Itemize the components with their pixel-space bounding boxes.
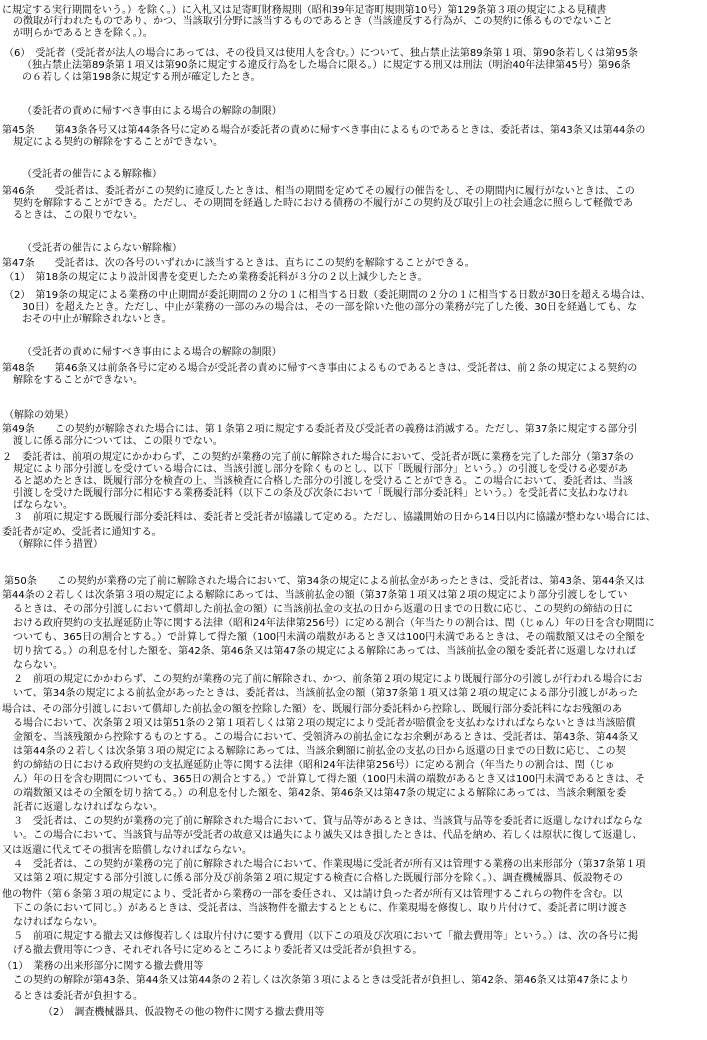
text-line: 金額を、当該残額から控除するものとする。この場合において、受領済みの前払金になお余剰があるときは、受託者は、第43条、第44条又 — [13, 732, 639, 743]
text-line: （独占禁止法第89条第１項又は第90条に規定する違反行為をした場合に限る。）に規定する刑又は刑法（明治40年法律第45号）第96条 — [22, 60, 631, 71]
text-line: 又は返還に代えてその損害を賠償しなければならない。 — [2, 845, 252, 856]
text-line: ４ 受託者は、この契約が業務の完了前に解除された場合において、作業現場に受託者が所有又は管理する業務の出来形部分（第37条第１項 — [13, 859, 646, 870]
text-line: おその中止が解除されないとき。 — [22, 314, 172, 325]
text-line: （委託者の責めに帰すべき事由による場合の解除の制限） — [22, 106, 282, 117]
text-line: 場合は、その部分引渡しにおいて償却した前払金の額を控除した額）を、既履行部分委託料から控除し、既履行部分委託料になお残額のあ — [2, 704, 622, 715]
text-line: ５ 前項に規定する撤去又は修復若しくは取片付けに要する費用（以下この項及び次項において「撤去費用等」という。）は、次の各号に掲 — [13, 931, 638, 942]
text-line: いて、第34条の規定による前払金があったときは、委託者は、当該前払金の額（第37条第１項又は第２項の規定による部分引渡しがあった — [13, 688, 639, 699]
text-line: 第46条 受託者は、委託者がこの契約に違反したときは、相当の期間を定めてその履行の催告をし、その期間内に履行がないときは、この — [2, 186, 635, 197]
text-line: ると認めたときは、既履行部分を検査の上、当該検査に合格した部分の引渡しを受けることができる。この場合において、委託者は、当該 — [13, 476, 633, 487]
text-line: が明らかであるときを除く。）。 — [13, 28, 153, 39]
text-line: （2） 調査機械器具、仮設物その他の物件に関する撤去費用等 — [43, 1007, 325, 1018]
text-line: の徴取が行われたものであり、かつ、当該取引分野に該当するものであるとき（当該違反する行為が、この契約に係るものでないこと — [13, 16, 613, 27]
text-line: 第48条 第46条又は前条各号に定める場合が受託者の責めに帰すべき事由によるものであるときは、受託者は、前２条の規定による契約の — [2, 363, 638, 374]
text-line: に規定する実行期間をいう。）を除く。）に入札又は足寄町財務規則（昭和39年足寄町規則第10号）第129条第３項の規定による見積書 — [2, 5, 607, 16]
text-line: （受託者の催告によらない解除権） — [22, 243, 182, 254]
text-line: 契約を解除することができる。ただし、その期間を経過した時における債務の不履行がこの契約及び取引上の社会通念に照らして軽微であ — [13, 198, 633, 209]
text-line: ２ 前項の規定にかかわらず、この契約が業務の完了前に解除され、かつ、前条第２項の規定により既履行部分の引渡しが行われる場合にお — [13, 674, 643, 685]
text-line: 第44条の２若しくは次条第３項の規定による解除にあっては、当該前払金の額（第37条第１項又は第２項の規定により部分引渡しをしてい — [2, 590, 628, 601]
text-line: 第47条 受託者は、次の各号のいずれかに該当するときは、直ちにこの契約を解除することができる。 — [2, 258, 475, 269]
text-line: ２ 委託者は、前項の規定にかかわらず、この契約が業務の完了前に解除された場合において、受託者が既に業務を完了した部分（第37条の — [2, 452, 634, 463]
text-line: （解除の効果） — [4, 410, 74, 421]
text-line: 渡しに係る部分については、この限りでない。 — [13, 436, 223, 447]
text-line: （受託者の催告による解除権） — [22, 169, 162, 180]
text-line: 他の物件（第６条第３項の規定により、受託者から業務の一部を委任され、又は請け負った者が所有又は管理するこれらの物件を含む。以 — [2, 889, 623, 900]
text-line: （2） 第19条の規定による業務の中止期間が委託期間の２分の１に相当する日数（委託期間の２分の１に相当する日数が30日を超える場合は、 — [4, 290, 651, 301]
text-line: 委託者が定め、受託者に通知する。 — [2, 527, 162, 538]
text-line: おける政府契約の支払遅延防止等に関する法律（昭和24年法律第256号）に定める割合（年当たりの割合は、閏（じゅん）年の日を含む期間に — [13, 618, 655, 629]
text-line: 下この条において同じ。）があるときは、受託者は、当該物件を撤去するとともに、作業現場を修復し、取り片付けて、委託者に明け渡さ — [13, 903, 628, 914]
text-line: この契約の解除が第43条、第44条又は第44条の２若しくは次条第３項によるときは受託者が負担し、第42条、第46条又は第47条により — [13, 975, 630, 986]
text-line: るときは委託者が負担する。 — [13, 991, 143, 1002]
text-line: 規定により部分引渡しを受けている場合には、当該引渡し部分を除くものとし、以下「既履行部分」という。）の引渡しを受ける必要があ — [13, 464, 628, 475]
text-line: の端数額又はその全額を切り捨てる。）の利息を付した額を、第42条、第46条又は第47条の規定による解除にあっては、当該余剰額を委 — [13, 788, 627, 799]
text-line: ならない。 — [13, 660, 63, 671]
text-line: 引渡しを受けた既履行部分に相応する業務委託料（以下この条及び次条において「既履行部分委託料」という。）を受託者に支払わなけれ — [13, 488, 628, 499]
text-line: （6） 受託者（受託者が法人の場合にあっては、その役員又は使用人を含む。）について、独占禁止法第89条第１項、第90条若しくは第95条 — [4, 48, 639, 59]
text-line: ３ 前項に規定する既履行部分委託料は、委託者と受託者が協議して定める。ただし、協議開始の日から14日以内に協議が整わない場合には、 — [13, 512, 656, 523]
text-line: （解除に伴う措置） — [13, 539, 103, 550]
text-line: ばならない。 — [13, 500, 73, 511]
text-line: 第49条 この契約が解除された場合には、第１条第２項に規定する委託者及び受託者の義務は消滅する。ただし、第37条に規定する部分引 — [2, 424, 638, 435]
text-line: るときは、その部分引渡しにおいて償却した前払金の額）に当該前払金の支払の日から返還の日までの日数に応じ、この契約の締結の日に — [13, 604, 633, 615]
text-line: の６若しくは第198条に規定する刑が確定したとき。 — [22, 72, 261, 83]
text-line: 託者に返還しなければならない。 — [13, 802, 163, 813]
text-line: （受託者の責めに帰すべき事由による場合の解除の制限） — [22, 347, 282, 358]
text-line: 解除をすることができない。 — [13, 375, 143, 386]
text-line: 30日）を超えたとき。ただし、中止が業務の一部のみの場合は、その一部を除いた他の部分の業務が完了した後、30日を経過しても、な — [22, 302, 638, 313]
text-line: るときは、この限りでない。 — [13, 210, 143, 221]
text-line: なければならない。 — [13, 917, 103, 928]
text-line: ついても、365日の割合とする。）で計算して得た額（100円未満の端数があるとき又は100円未満であるときは、その端数額又はその全額を — [13, 632, 646, 643]
text-line: ３ 受託者は、この契約が業務の完了前に解除された場合において、貸与品等があるときは、当該貸与品等を委託者に返還しなければならな — [13, 816, 643, 827]
text-line: 第50条 この契約が業務の完了前に解除された場合において、第34条の規定による前払金があったときは、受託者は、第43条、第44条又は — [4, 576, 645, 587]
text-line: 又は第２項に規定する部分引渡しに係る部分及び前条第２項に規定する検査に合格した既履行部分を除く。）、調査機械器具、仮設物その — [13, 873, 623, 884]
text-line: げる撤去費用等につき、それぞれ各号に定めるところにより委託者又は受託者が負担する。 — [13, 945, 423, 956]
text-line: ん）年の日を含む期間についても、365日の割合とする。）で計算して得た額（100円未満の端数があるとき又は100円未満であるときは、そ — [13, 774, 646, 785]
text-line: る場合において、次条第２項又は第51条の２第１項若しくは第２項の規定により受託者が賠償金を支払わなければならないときは当該賠償 — [13, 718, 636, 729]
text-line: は第44条の２若しくは次条第３項の規定による解除にあっては、当該余剰額に前払金の支払の日から返還の日までの日数に応じ、この契 — [13, 746, 626, 757]
text-line: い。この場合において、当該貸与品等が受託者の故意又は過失により滅失又はき損したときは、代品を納め、若しくは原状に復して返還し、 — [13, 830, 643, 841]
text-line: 約の締結の日における政府契約の支払遅延防止等に関する法律（昭和24年法律第256号）に定める割合（年当たりの割合は、閏（じゅ — [13, 760, 615, 771]
text-line: （1） 業務の出来形部分に関する撤去費用等 — [2, 961, 204, 972]
text-line: 切り捨てる。）の利息を付した額を、第42条、第46条又は第47条の規定による解除にあっては、当該前払金の額を委託者に返還しなければ — [13, 646, 637, 657]
text-line: （1） 第18条の規定により設計図書を変更したため業務委託料が３分の２以上減少したとき。 — [4, 272, 428, 283]
text-line: 第45条 第43条各号又は第44条各号に定める場合が委託者の責めに帰すべき事由によるものであるときは、委託者は、第43条又は第44条の — [2, 125, 646, 136]
text-line: 規定による契約の解除をすることができない。 — [13, 137, 223, 148]
